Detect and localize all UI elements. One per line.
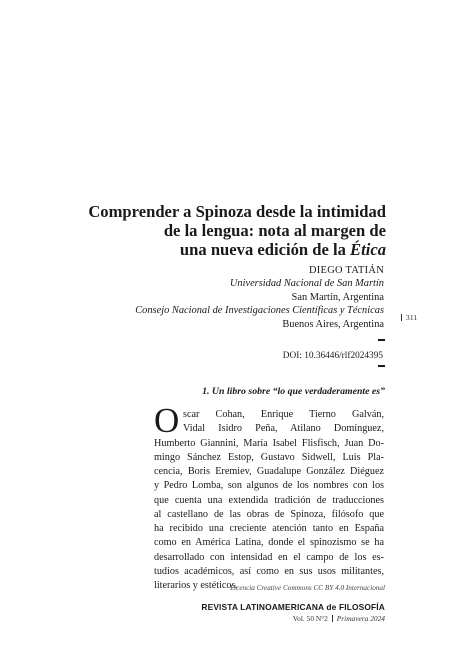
author-block <box>100 264 384 331</box>
body-line: cencia, Boris Eremiev, Guadalupe González Diéguez <box>154 466 384 477</box>
location-2: Buenos Aires, Argentina <box>282 318 384 330</box>
body-line: que cuenta una extendida tradición de traducciones <box>154 494 384 506</box>
page-number <box>401 313 417 322</box>
issue-divider <box>332 615 333 622</box>
title-line-3 <box>60 240 386 259</box>
title-line-2: de la lengua: nota al margen de <box>163 221 386 240</box>
body-line: tudios académicos, así como en sus usos militantes, <box>154 565 384 577</box>
volume-text: Vol. 50 N°2 <box>292 614 328 623</box>
journal-name: REVISTA LATINOAMERICANA de FILOSOFÍA <box>201 602 385 612</box>
doi-link[interactable]: DOI: 10.36446/rlf2024395 <box>282 351 383 361</box>
body-line: y Pedro Lomba, son algunos de los nombres con los <box>154 480 384 492</box>
body-line: scar Cohan, Enrique Tierno Galván, <box>183 409 384 420</box>
page-number-text: 311 <box>405 313 418 322</box>
body-line: literarios y estéticos. <box>154 580 239 591</box>
section-heading: 1. Un libro sobre “lo que verdaderamente es” <box>202 386 385 397</box>
body-line: como en América Latina, donde el spinozismo se ha <box>154 537 384 549</box>
body-paragraph <box>154 401 384 593</box>
body-line: mingo Sánchez Estop, Gustavo Sidwell, Luis Pla- <box>154 451 384 463</box>
affiliation-2: Consejo Nacional de Investigaciones Científicas y Técnicas <box>135 305 384 317</box>
location-1: San Martín, Argentina <box>291 291 384 303</box>
doi-block <box>150 339 385 369</box>
page-number-divider <box>401 314 402 321</box>
season-text: Primavera 2024 <box>336 614 385 623</box>
body-line: desarrollado con intensidad en el campo de los es- <box>154 551 384 563</box>
affiliation-1: Universidad Nacional de San Martín <box>229 278 384 290</box>
article-title <box>60 202 386 259</box>
title-line-3-text: una nueva edición de la <box>179 240 351 259</box>
body-line: ha recibido una creciente atención tanto en España <box>154 523 384 534</box>
body-line: Humberto Giannini, María Isabel Flisfisch, Juan Do- <box>154 437 384 449</box>
body-line: al castellano de las obras de Spinoza, filósofo que <box>154 508 384 520</box>
body-line: Vidal Isidro Peña, Atilano Domínguez, <box>183 423 384 435</box>
title-line-1: Comprender a Spinoza desde la intimidad <box>88 202 386 221</box>
doi-mark-bottom <box>378 365 385 367</box>
license-note: Licencia Creative Commons CC BY 4.0 Internacional <box>230 584 385 592</box>
author-name: DIEGO TATIÁN <box>308 265 384 276</box>
issue-info <box>150 614 385 623</box>
drop-cap: O <box>154 401 180 440</box>
doi-mark-top <box>378 339 385 341</box>
title-italic-word: Ética <box>350 240 386 259</box>
